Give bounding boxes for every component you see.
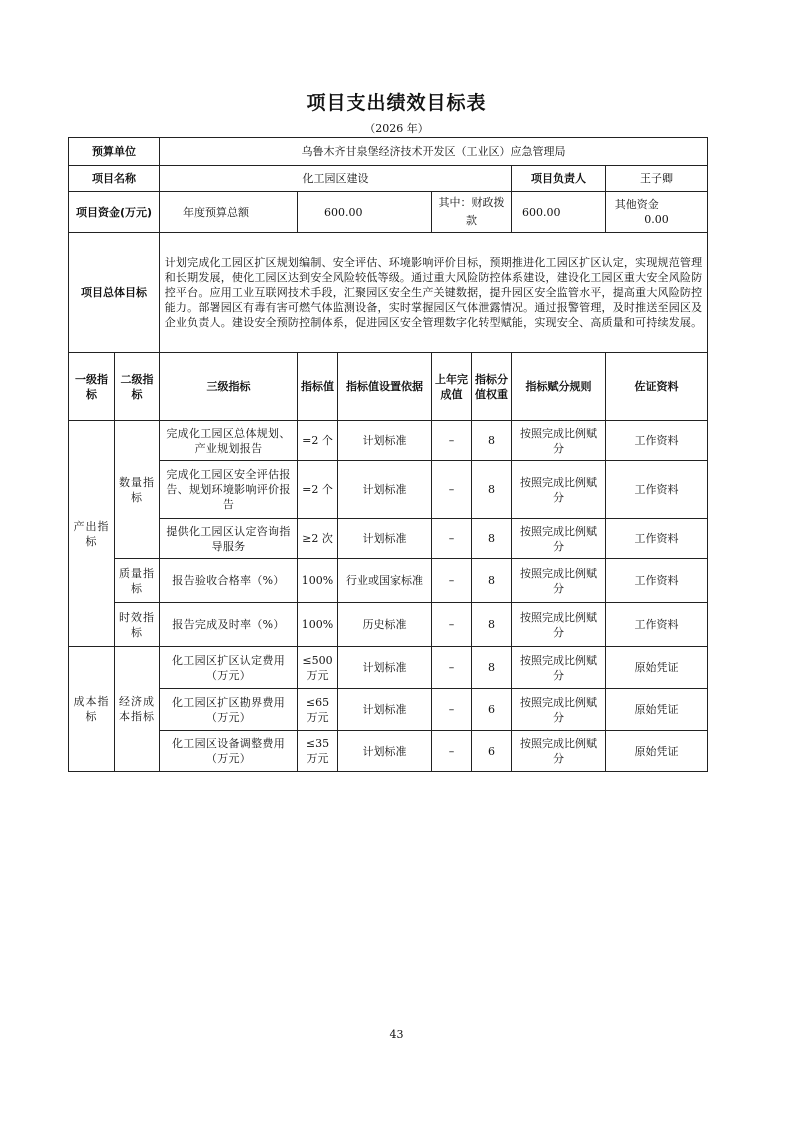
- last-year-cell: –: [432, 461, 472, 519]
- table-row: [69, 603, 708, 647]
- basis-cell: 计划标准: [338, 647, 432, 689]
- basis-cell: 计划标准: [338, 421, 432, 461]
- evidence-cell: 工作资料: [606, 461, 708, 519]
- last-year-cell: –: [432, 519, 472, 559]
- header-row: [69, 353, 708, 421]
- other-funds-cell: [606, 192, 708, 233]
- basis-cell: 计划标准: [338, 519, 432, 559]
- value-cell: =2 个: [298, 461, 338, 519]
- value-cell: ≤65 万元: [298, 689, 338, 731]
- last-year-cell: –: [432, 647, 472, 689]
- page-title: 项目支出绩效目标表: [306, 92, 487, 114]
- last-year-cell: –: [432, 731, 472, 772]
- basis-cell: 计划标准: [338, 731, 432, 772]
- indicator-cell: 报告完成及时率（%）: [160, 603, 298, 647]
- project-owner-label: 项目负责人: [512, 166, 606, 192]
- basis-cell: 历史标准: [338, 603, 432, 647]
- project-name-row: [69, 166, 708, 192]
- last-year-cell: –: [432, 603, 472, 647]
- other-funds-value: 0.00: [644, 213, 669, 226]
- evidence-cell: 工作资料: [606, 603, 708, 647]
- evidence-cell: 工作资料: [606, 519, 708, 559]
- annual-budget-label: 年度预算总额: [160, 192, 298, 233]
- weight-cell: 8: [472, 461, 512, 519]
- table-row: [69, 647, 708, 689]
- rule-cell: 按照完成比例赋分: [512, 731, 606, 772]
- weight-cell: 8: [472, 519, 512, 559]
- fiscal-label: 其中：财政拨款: [432, 192, 512, 233]
- year-label: （2026 年）: [364, 122, 429, 135]
- header-evidence: 佐证资料: [606, 353, 708, 421]
- indicator-cell: 化工园区扩区勘界费用（万元）: [160, 689, 298, 731]
- indicator-cell: 完成化工园区总体规划、产业规划报告: [160, 421, 298, 461]
- group-quality: 质量指标: [115, 559, 160, 603]
- page-number: 43: [389, 1028, 404, 1041]
- fiscal-value: 600.00: [512, 192, 606, 233]
- group-economic: 经济成本指标: [115, 647, 160, 772]
- table-row: [69, 421, 708, 461]
- indicator-cell: 完成化工园区安全评估报告、规划环境影响评价报告: [160, 461, 298, 519]
- header-level1: 一级指标: [69, 353, 115, 421]
- rule-cell: 按照完成比例赋分: [512, 519, 606, 559]
- header-rule: 指标赋分规则: [512, 353, 606, 421]
- evidence-cell: 工作资料: [606, 421, 708, 461]
- header-level2: 二级指标: [115, 353, 160, 421]
- weight-cell: 8: [472, 647, 512, 689]
- group-output: 产出指标: [69, 421, 115, 647]
- funds-row: [69, 192, 708, 233]
- last-year-cell: –: [432, 421, 472, 461]
- budget-unit-label: 预算单位: [69, 138, 160, 166]
- annual-budget-value: 600.00: [298, 192, 432, 233]
- funds-label: 项目资金(万元): [69, 192, 160, 233]
- indicator-cell: 化工园区扩区认定费用（万元）: [160, 647, 298, 689]
- rule-cell: 按照完成比例赋分: [512, 647, 606, 689]
- overall-goal-row: [69, 233, 708, 353]
- table-row: [69, 559, 708, 603]
- weight-cell: 8: [472, 603, 512, 647]
- performance-table: [68, 137, 708, 772]
- indicator-cell: 报告验收合格率（%）: [160, 559, 298, 603]
- budget-unit-row: [69, 138, 708, 166]
- value-cell: ≥2 次: [298, 519, 338, 559]
- table-row: [69, 689, 708, 731]
- evidence-cell: 原始凭证: [606, 731, 708, 772]
- indicator-cell: 提供化工园区认定咨询指导服务: [160, 519, 298, 559]
- last-year-cell: –: [432, 559, 472, 603]
- evidence-cell: 原始凭证: [606, 689, 708, 731]
- rule-cell: 按照完成比例赋分: [512, 461, 606, 519]
- weight-cell: 6: [472, 731, 512, 772]
- header-level3: 三级指标: [160, 353, 298, 421]
- basis-cell: 计划标准: [338, 461, 432, 519]
- table-row: [69, 461, 708, 519]
- evidence-cell: 原始凭证: [606, 647, 708, 689]
- rule-cell: 按照完成比例赋分: [512, 603, 606, 647]
- value-cell: ≤500 万元: [298, 647, 338, 689]
- budget-unit-value: 乌鲁木齐甘泉堡经济技术开发区（工业区）应急管理局: [160, 138, 708, 166]
- basis-cell: 计划标准: [338, 689, 432, 731]
- header-weight: 指标分值权重: [472, 353, 512, 421]
- table-row: [69, 519, 708, 559]
- rule-cell: 按照完成比例赋分: [512, 689, 606, 731]
- overall-goal-label: 项目总体目标: [69, 233, 160, 353]
- other-funds-label: 其他资金: [614, 198, 659, 211]
- last-year-cell: –: [432, 689, 472, 731]
- weight-cell: 8: [472, 559, 512, 603]
- rule-cell: 按照完成比例赋分: [512, 421, 606, 461]
- value-cell: ≤35 万元: [298, 731, 338, 772]
- project-owner-value: 王子卿: [606, 166, 708, 192]
- evidence-cell: 工作资料: [606, 559, 708, 603]
- overall-goal-text: 计划完成化工园区扩区规划编制、安全评估、环境影响评价目标，预期推进化工园区扩区认定，实现规范管理和长期发展，使化工园区达到安全风险较低等级。通过重大风险防控体系建设，建设化工园区重大安全风险防控平台。应用工业互联网技术手段，汇聚园区安全生产关键数据，提升园区安全监管水平，提高重大风险防控能力。部署园区有毒有害可燃气体监测设备，实时掌握园区气体泄露情况。通过报警管理，及时推送至园区及企业负责人。建设安全预防控制体系，促进园区安全管理数字化转型赋能，实现安全、高质量和可持续发展。: [160, 233, 708, 353]
- group-timeliness: 时效指标: [115, 603, 160, 647]
- project-name-label: 项目名称: [69, 166, 160, 192]
- header-basis: 指标值设置依据: [338, 353, 432, 421]
- header-last-year: 上年完成值: [432, 353, 472, 421]
- rule-cell: 按照完成比例赋分: [512, 559, 606, 603]
- table-row: [69, 731, 708, 772]
- value-cell: 100%: [298, 559, 338, 603]
- weight-cell: 8: [472, 421, 512, 461]
- weight-cell: 6: [472, 689, 512, 731]
- header-value: 指标值: [298, 353, 338, 421]
- value-cell: =2 个: [298, 421, 338, 461]
- group-cost: 成本指标: [69, 647, 115, 772]
- value-cell: 100%: [298, 603, 338, 647]
- project-name-value: 化工园区建设: [160, 166, 512, 192]
- indicator-cell: 化工园区设备调整费用（万元）: [160, 731, 298, 772]
- basis-cell: 行业或国家标准: [338, 559, 432, 603]
- group-quantity: 数量指标: [115, 421, 160, 559]
